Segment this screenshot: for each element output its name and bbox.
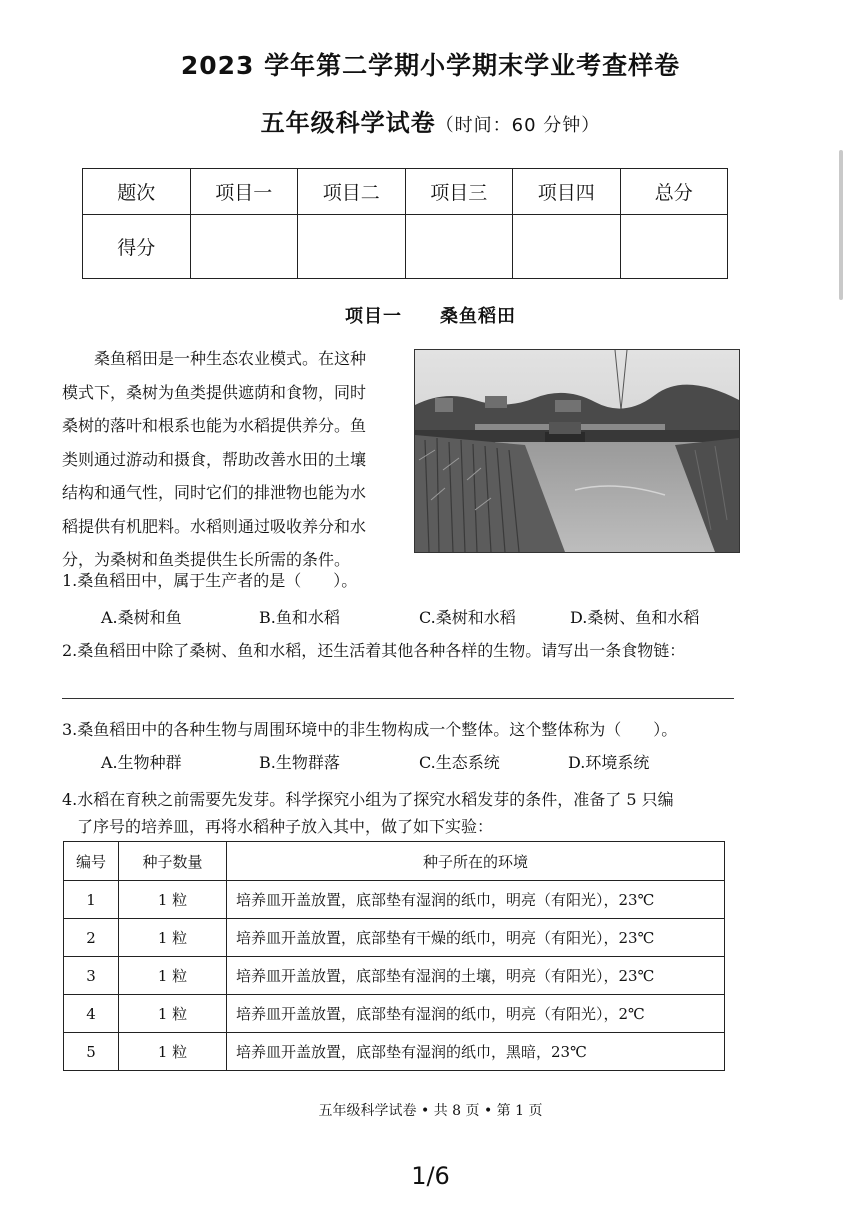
time-note: （时间：60 分钟） — [435, 115, 601, 136]
question-4-line-2: 了序号的培养皿，再将水稻种子放入其中，做了如下实验： — [77, 817, 494, 836]
score-cell — [513, 215, 621, 279]
score-cell — [298, 215, 406, 279]
experiment-table-header-row — [64, 842, 725, 881]
seed-count: 1 粒 — [119, 957, 227, 995]
table-row — [64, 1033, 725, 1071]
q1-option-a: A.桑树和鱼 — [101, 608, 182, 627]
intro-line: 桑鱼稻田是一种生态农业模式。在这种 — [94, 349, 367, 368]
exam-subtitle — [0, 103, 861, 138]
experiment-header-cell: 编号 — [64, 842, 119, 881]
seed-count: 1 粒 — [119, 1033, 227, 1071]
intro-line: 分，为桑树和鱼类提供生长所需的条件。 — [62, 550, 351, 569]
section-label: 项目一 — [345, 306, 402, 327]
experiment-header-cell: 种子数量 — [119, 842, 227, 881]
q1-option-c: C.桑树和水稻 — [419, 608, 516, 627]
page-indicator: 1/6 — [411, 1162, 450, 1190]
seed-count: 1 粒 — [119, 919, 227, 957]
score-header-cell: 总分 — [620, 169, 728, 215]
row-number: 1 — [64, 881, 119, 919]
score-cell — [620, 215, 728, 279]
rice-field-photo — [414, 349, 740, 553]
section-title — [0, 302, 861, 328]
row-number: 3 — [64, 957, 119, 995]
intro-line: 稻提供有机肥料。水稻则通过吸收养分和水 — [62, 516, 367, 536]
experiment-table — [63, 841, 725, 1071]
seed-environment: 培养皿开盖放置，底部垫有湿润的纸巾，明亮（有阳光），23℃ — [227, 881, 725, 919]
seed-environment: 培养皿开盖放置，底部垫有干燥的纸巾，明亮（有阳光），23℃ — [227, 919, 725, 957]
page-footer: 五年级科学试卷 • 共 8 页 • 第 1 页 — [318, 1103, 543, 1119]
seed-count: 1 粒 — [119, 995, 227, 1033]
row-number: 4 — [64, 995, 119, 1033]
question-2: 2.桑鱼稻田中除了桑树、鱼和水稻，还生活着其他各种各样的生物。请写出一条食物链： — [62, 641, 686, 660]
q3-option-c: C.生态系统 — [419, 753, 500, 772]
section-intro — [62, 342, 396, 577]
q3-option-a: A.生物种群 — [101, 753, 182, 772]
seed-environment: 培养皿开盖放置，底部垫有湿润的土壤，明亮（有阳光），23℃ — [227, 957, 725, 995]
section-name: 桑鱼稻田 — [440, 306, 516, 327]
table-row — [64, 995, 725, 1033]
table-row — [64, 919, 725, 957]
seed-environment: 培养皿开盖放置，底部垫有湿润的纸巾，黑暗，23℃ — [227, 1033, 725, 1071]
q1-option-d: D.桑树、鱼和水稻 — [570, 608, 700, 627]
intro-line: 结构和通气性，同时它们的排泄物也能为水 — [62, 483, 367, 502]
score-header-cell: 项目三 — [405, 169, 513, 215]
question-1: 1.桑鱼稻田中，属于生产者的是（ ）。 — [62, 571, 358, 590]
table-row — [64, 957, 725, 995]
scrollbar[interactable] — [839, 150, 843, 300]
score-header-cell: 项目四 — [513, 169, 621, 215]
rice-field-photo-graphic — [415, 350, 739, 552]
question-3: 3.桑鱼稻田中的各种生物与周围环境中的非生物构成一个整体。这个整体称为（ ）。 — [62, 720, 678, 739]
q3-option-b: B.生物群落 — [259, 753, 340, 772]
score-table — [82, 168, 728, 279]
experiment-header-cell: 种子所在的环境 — [227, 842, 725, 881]
q1-option-b: B.鱼和水稻 — [259, 608, 340, 627]
score-header-cell: 项目二 — [298, 169, 406, 215]
intro-line: 类则通过游动和摄食，帮助改善水田的土壤 — [62, 449, 367, 469]
q3-option-d: D.环境系统 — [568, 753, 650, 772]
score-table-score-row — [83, 215, 728, 279]
score-header-cell: 题次 — [83, 169, 191, 215]
answer-line — [62, 698, 734, 699]
row-number: 5 — [64, 1033, 119, 1071]
score-table-header-row — [83, 169, 728, 215]
row-number: 2 — [64, 919, 119, 957]
seed-environment: 培养皿开盖放置，底部垫有湿润的纸巾，明亮（有阳光），2℃ — [227, 995, 725, 1033]
score-header-cell: 项目一 — [190, 169, 298, 215]
question-4-line-1: 4.水稻在育秧之前需要先发芽。科学探究小组为了探究水稻发芽的条件，准备了 5 只编 — [62, 790, 674, 809]
score-row-label: 得分 — [83, 215, 191, 279]
score-cell — [405, 215, 513, 279]
exam-title: 2023 学年第二学期小学期末学业考查样卷 — [180, 51, 681, 80]
seed-count: 1 粒 — [119, 881, 227, 919]
intro-line: 桑树的落叶和根系也能为水稻提供养分。鱼 — [62, 416, 367, 435]
subject-title: 五年级科学试卷 — [260, 109, 436, 137]
intro-line: 模式下，桑树为鱼类提供遮荫和食物，同时 — [62, 382, 367, 402]
score-cell — [190, 215, 298, 279]
table-row — [64, 881, 725, 919]
